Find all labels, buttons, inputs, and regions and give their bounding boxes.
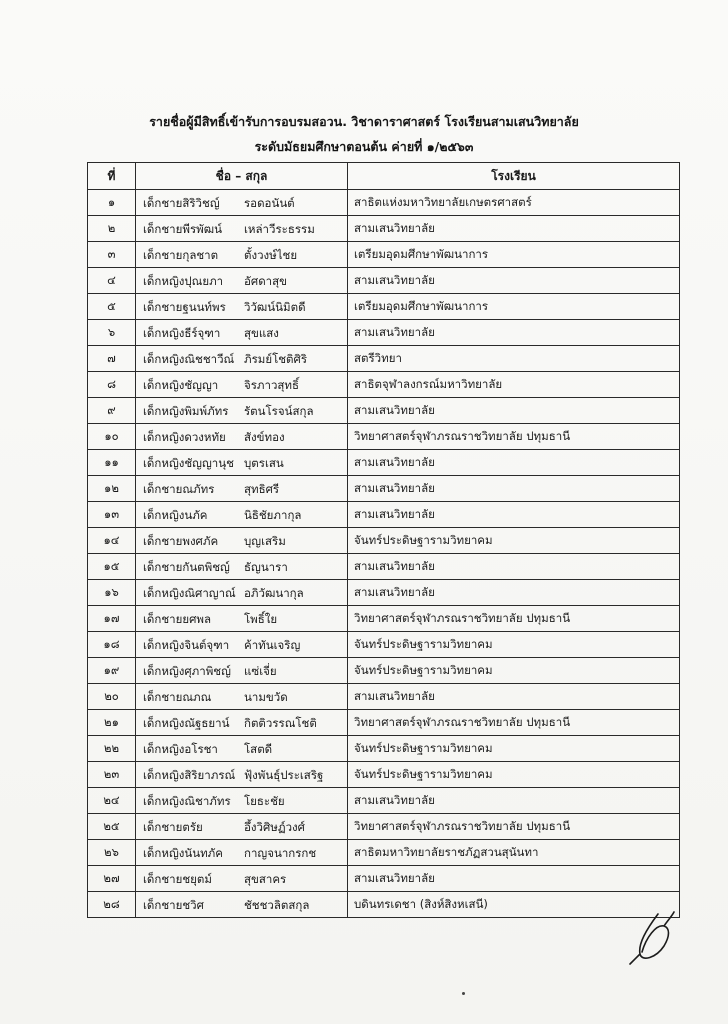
table-row [88, 814, 680, 840]
first-name: เด็กชายฐนนท์พร [143, 300, 226, 314]
last-name: รัตนโรจน์สกุล [244, 404, 314, 418]
row-name [136, 554, 348, 580]
row-number: ๘ [88, 372, 136, 398]
last-name: ธัญนารา [244, 560, 288, 574]
first-name: เด็กชายชวิศ [143, 898, 204, 912]
first-name: เด็กชายกุลชาต [143, 248, 219, 262]
participant-table [87, 162, 680, 918]
row-name [136, 294, 348, 320]
table-row [88, 580, 680, 606]
row-number: ๒๕ [88, 814, 136, 840]
row-name [136, 788, 348, 814]
row-number: ๓ [88, 242, 136, 268]
first-name: เด็กชายกันตพิชญ์ [143, 560, 230, 574]
first-name: เด็กหญิงอโรชา [143, 742, 218, 756]
row-name [136, 762, 348, 788]
row-school: จันทร์ประดิษฐารามวิทยาคม [348, 762, 680, 788]
row-name [136, 580, 348, 606]
row-school: สามเสนวิทยาลัย [348, 268, 680, 294]
last-name: ฟุ้งพันธุ์ประเสริฐ [244, 768, 324, 782]
table-row [88, 684, 680, 710]
last-name: กิตติวรรณโชติ [244, 716, 317, 730]
table-row [88, 424, 680, 450]
row-name [136, 346, 348, 372]
row-number: ๑ [88, 190, 136, 216]
row-name [136, 372, 348, 398]
last-name: บุตรเสน [244, 456, 284, 470]
last-name: จิรภาวสุทธิ์ [244, 378, 300, 392]
table-row [88, 268, 680, 294]
last-name: โพธิ์ใย [244, 612, 278, 626]
first-name: เด็กชายสิริวิชญ์ [143, 196, 220, 210]
first-name: เด็กชายชยุตม์ [143, 872, 212, 886]
first-name: เด็กหญิงณิชาภัทร [143, 794, 231, 808]
row-school: สาธิตแห่งมหาวิทยาลัยเกษตรศาสตร์ [348, 190, 680, 216]
table-row [88, 346, 680, 372]
row-name [136, 216, 348, 242]
table-row [88, 320, 680, 346]
last-name: สุทธิศรี [244, 482, 280, 496]
row-school: จันทร์ประดิษฐารามวิทยาคม [348, 528, 680, 554]
first-name: เด็กหญิงนภัค [143, 508, 208, 522]
last-name: ตั้งวงษ์ไชย [244, 248, 298, 262]
handwritten-signature-icon [628, 908, 678, 966]
row-name [136, 320, 348, 346]
row-number: ๑๘ [88, 632, 136, 658]
row-name [136, 658, 348, 684]
row-name [136, 684, 348, 710]
row-school: วิทยาศาสตร์จุฬาภรณราชวิทยาลัย ปทุมธานี [348, 814, 680, 840]
first-name: เด็กชายยศพล [143, 612, 212, 626]
first-name: เด็กหญิงดวงหทัย [143, 430, 226, 444]
row-school: บดินทรเดชา (สิงห์สิงหเสนี) [348, 892, 680, 918]
last-name: สุขสาคร [244, 872, 287, 886]
row-school: สามเสนวิทยาลัย [348, 580, 680, 606]
row-school: จันทร์ประดิษฐารามวิทยาคม [348, 736, 680, 762]
last-name: ค้าทันเจริญ [244, 638, 301, 652]
first-name: เด็กชายตรัย [143, 820, 203, 834]
row-number: ๑๕ [88, 554, 136, 580]
last-name: โสตดี [244, 742, 273, 756]
last-name: อัศดาสุข [244, 274, 288, 288]
row-school: จันทร์ประดิษฐารามวิทยาคม [348, 658, 680, 684]
last-name: นิธิชัยภากุล [244, 508, 302, 522]
row-school: สามเสนวิทยาลัย [348, 450, 680, 476]
row-number: ๒๘ [88, 892, 136, 918]
row-number: ๑๔ [88, 528, 136, 554]
first-name: เด็กหญิงชัญญา [143, 378, 219, 392]
first-name: เด็กชายพีรพัฒน์ [143, 222, 222, 236]
table-body [88, 190, 680, 918]
table-row [88, 606, 680, 632]
document-subtitle: ระดับมัธยมศึกษาตอนต้น ค่ายที่ ๑/๒๕๖๓ [254, 139, 474, 154]
first-name: เด็กหญิงณัฐธยาน์ [143, 716, 230, 730]
row-number: ๑๑ [88, 450, 136, 476]
row-number: ๑๒ [88, 476, 136, 502]
row-name [136, 242, 348, 268]
row-school: สามเสนวิทยาลัย [348, 684, 680, 710]
table-row [88, 528, 680, 554]
row-number: ๙ [88, 398, 136, 424]
row-school: สามเสนวิทยาลัย [348, 502, 680, 528]
row-number: ๑๐ [88, 424, 136, 450]
table-row [88, 476, 680, 502]
row-school: สามเสนวิทยาลัย [348, 320, 680, 346]
row-number: ๗ [88, 346, 136, 372]
first-name: เด็กหญิงจินต์จุฑา [143, 638, 230, 652]
last-name: อึ้งวิศิษฏ์วงศ์ [244, 820, 305, 834]
row-school: เตรียมอุดมศึกษาพัฒนาการ [348, 294, 680, 320]
table-row [88, 788, 680, 814]
row-name [136, 892, 348, 918]
last-name: นามขวัด [244, 690, 288, 704]
row-name [136, 606, 348, 632]
row-number: ๑๗ [88, 606, 136, 632]
last-name: โยธะชัย [244, 794, 285, 808]
table-row [88, 190, 680, 216]
row-school: สามเสนวิทยาลัย [348, 554, 680, 580]
last-name: ชัชชวลิตสกุล [244, 898, 310, 912]
row-school: จันทร์ประดิษฐารามวิทยาคม [348, 632, 680, 658]
row-school: สตรีวิทยา [348, 346, 680, 372]
first-name: เด็กหญิงนันทภัค [143, 846, 223, 860]
header-no: ที่ [88, 163, 136, 190]
first-name: เด็กชายณภัทร [143, 482, 215, 496]
row-name [136, 528, 348, 554]
header-school: โรงเรียน [348, 163, 680, 190]
row-number: ๑๖ [88, 580, 136, 606]
table-row [88, 736, 680, 762]
table-row [88, 632, 680, 658]
last-name: เหล่าวีระธรรม [244, 222, 315, 236]
row-number: ๕ [88, 294, 136, 320]
table-row [88, 866, 680, 892]
first-name: เด็กหญิงณิชชาวีณ์ [143, 352, 235, 366]
row-name [136, 476, 348, 502]
row-school: สามเสนวิทยาลัย [348, 398, 680, 424]
table-row [88, 398, 680, 424]
table-row [88, 554, 680, 580]
row-school: สาธิตจุฬาลงกรณ์มหาวิทยาลัย [348, 372, 680, 398]
row-number: ๔ [88, 268, 136, 294]
table-row [88, 372, 680, 398]
first-name: เด็กหญิงปุณยภา [143, 274, 224, 288]
table-row [88, 658, 680, 684]
row-name [136, 424, 348, 450]
first-name: เด็กหญิงสิริยาภรณ์ [143, 768, 236, 782]
row-number: ๒๖ [88, 840, 136, 866]
table-row [88, 892, 680, 918]
first-name: เด็กหญิงพิมพ์ภัทร [143, 404, 229, 418]
page-mark [462, 992, 465, 995]
last-name: กาญจนากรกช [244, 846, 317, 860]
row-number: ๒๓ [88, 762, 136, 788]
first-name: เด็กหญิงชัญญานุช [143, 456, 234, 470]
row-name [136, 190, 348, 216]
row-school: สาธิตมหาวิทยาลัยราชภัฏสวนสุนันทา [348, 840, 680, 866]
row-number: ๒๗ [88, 866, 136, 892]
last-name: อภิวัฒนากุล [244, 586, 304, 600]
row-name [136, 814, 348, 840]
row-number: ๑๙ [88, 658, 136, 684]
last-name: บุญเสริม [244, 534, 286, 548]
table-row [88, 762, 680, 788]
first-name: เด็กหญิงศุภาพิชญ์ [143, 664, 231, 678]
table-row [88, 450, 680, 476]
last-name: สังข์ทอง [244, 430, 285, 444]
row-name [136, 398, 348, 424]
row-name [136, 502, 348, 528]
row-school: เตรียมอุดมศึกษาพัฒนาการ [348, 242, 680, 268]
table-row [88, 840, 680, 866]
table-header-row [88, 163, 680, 190]
first-name: เด็กชายพงศภัค [143, 534, 219, 548]
last-name: รอดอนันต์ [244, 196, 295, 210]
row-name [136, 866, 348, 892]
row-name [136, 840, 348, 866]
table-row [88, 294, 680, 320]
first-name: เด็กหญิงธีร์จุฑา [143, 326, 221, 340]
row-number: ๒๒ [88, 736, 136, 762]
table-row [88, 502, 680, 528]
table-row [88, 242, 680, 268]
row-school: วิทยาศาสตร์จุฬาภรณราชวิทยาลัย ปทุมธานี [348, 606, 680, 632]
row-school: สามเสนวิทยาลัย [348, 866, 680, 892]
row-name [136, 736, 348, 762]
row-number: ๑๓ [88, 502, 136, 528]
row-school: สามเสนวิทยาลัย [348, 216, 680, 242]
row-name [136, 450, 348, 476]
document-title: รายชื่อผู้มีสิทธิ์เข้ารับการอบรมสอวน. วิชาดาราศาสตร์ โรงเรียนสามเสนวิทยาลัย [149, 114, 579, 129]
header-name: ชื่อ – สกุล [136, 163, 348, 190]
row-number: ๒ [88, 216, 136, 242]
last-name: สุขแสง [244, 326, 279, 340]
row-school: สามเสนวิทยาลัย [348, 476, 680, 502]
first-name: เด็กชายณภณ [143, 690, 212, 704]
row-number: ๒๑ [88, 710, 136, 736]
row-school: สามเสนวิทยาลัย [348, 788, 680, 814]
row-school: วิทยาศาสตร์จุฬาภรณราชวิทยาลัย ปทุมธานี [348, 424, 680, 450]
row-number: ๒๔ [88, 788, 136, 814]
last-name: ภิรมย์โชติศิริ [244, 352, 308, 366]
row-name [136, 632, 348, 658]
last-name: วิวัฒน์นิมิตดี [244, 300, 306, 314]
row-school: วิทยาศาสตร์จุฬาภรณราชวิทยาลัย ปทุมธานี [348, 710, 680, 736]
row-number: ๖ [88, 320, 136, 346]
table-row [88, 216, 680, 242]
first-name: เด็กหญิงณิศาญาณ์ [143, 586, 236, 600]
row-name [136, 268, 348, 294]
table-row [88, 710, 680, 736]
row-name [136, 710, 348, 736]
last-name: แซ่เจี่ย [244, 664, 277, 678]
row-number: ๒๐ [88, 684, 136, 710]
